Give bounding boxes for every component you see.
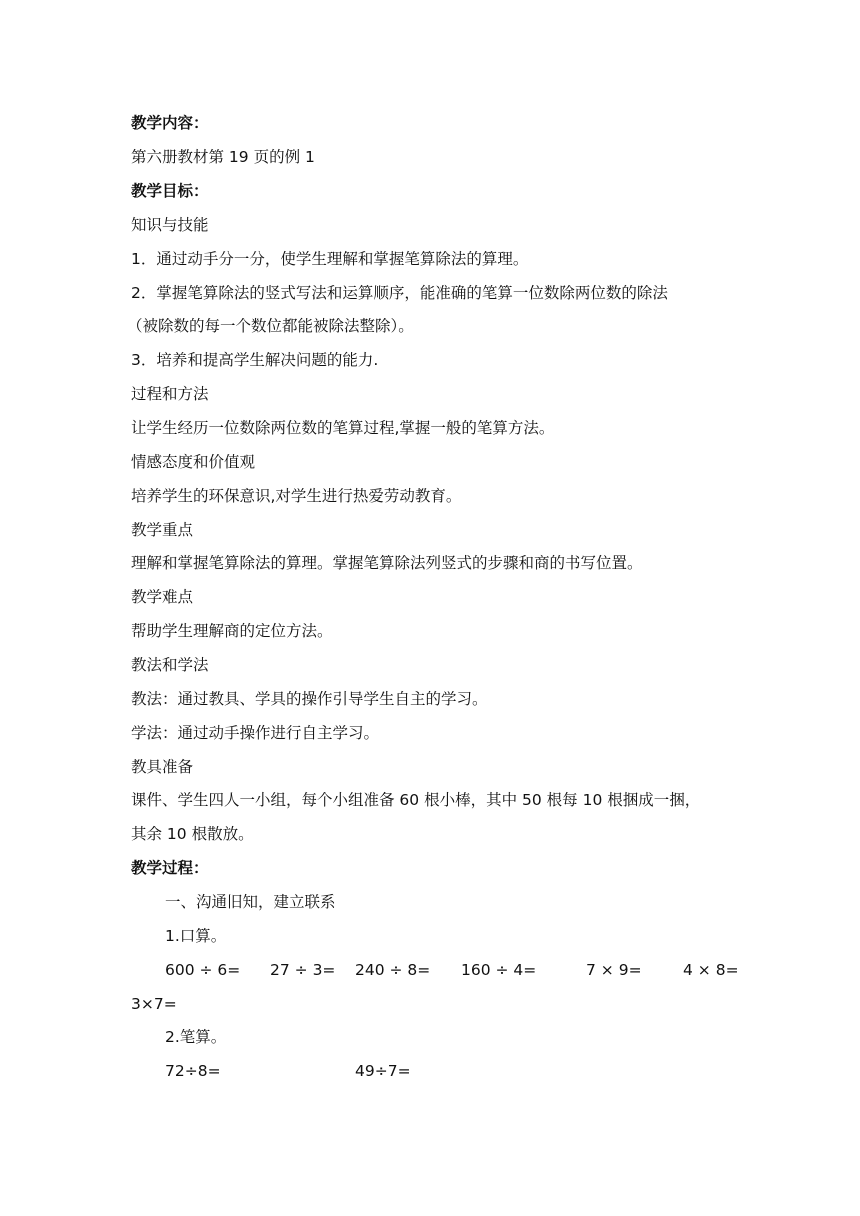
- oral-item: 4 × 8=: [683, 961, 739, 979]
- procedure-heading: 教学过程：: [131, 859, 209, 877]
- attitude-heading: 情感态度和价值观: [131, 453, 256, 471]
- written-item: 49÷7=: [355, 1062, 411, 1080]
- objective-2-line2: （被除数的每一个数位都能被除法整除）。: [127, 317, 414, 335]
- difficulty-text: 帮助学生理解商的定位方法。: [131, 622, 333, 640]
- key-point-heading: 教学重点: [131, 521, 194, 539]
- materials-heading: 教具准备: [131, 758, 194, 776]
- written-calc-title: 2.笔算。: [165, 1028, 227, 1046]
- process-method-heading: 过程和方法: [131, 385, 209, 403]
- learning-method: 学法：通过动手操作进行自主学习。: [131, 724, 380, 742]
- content-text: 第六册教材第 19 页的例 1: [131, 148, 315, 166]
- materials-line2: 其余 10 根散放。: [131, 825, 254, 843]
- oral-item: 160 ÷ 4=: [461, 961, 537, 979]
- teaching-method: 教法：通过教具、学具的操作引导学生自主的学习。: [131, 690, 488, 708]
- oral-calc-title: 1.口算。: [165, 927, 227, 945]
- oral-item: 600 ÷ 6=: [165, 961, 241, 979]
- oral-item: 240 ÷ 8=: [355, 961, 431, 979]
- content-heading: 教学内容：: [131, 114, 209, 132]
- objective-3: 3．培养和提高学生解决问题的能力.: [131, 351, 379, 369]
- methods-heading: 教法和学法: [131, 656, 209, 674]
- oral-item-wrap: 3×7=: [131, 995, 177, 1013]
- materials-line1: 课件、学生四人一小组，每个小组准备 60 根小棒，其中 50 根每 10 根捆成一捆，: [131, 791, 701, 809]
- step1-title: 一、沟通旧知，建立联系: [165, 893, 336, 911]
- written-item: 72÷8=: [165, 1062, 221, 1080]
- oral-item: 7 × 9=: [586, 961, 642, 979]
- knowledge-heading: 知识与技能: [131, 216, 209, 234]
- objective-2-line1: 2．掌握笔算除法的竖式写法和运算顺序，能准确的笔算一位数除两位数的除法: [131, 284, 668, 302]
- difficulty-heading: 教学难点: [131, 588, 194, 606]
- attitude-text: 培养学生的环保意识,对学生进行热爱劳动教育。: [131, 487, 462, 505]
- oral-item: 27 ÷ 3=: [270, 961, 336, 979]
- process-method-text: 让学生经历一位数除两位数的笔算过程,掌握一般的笔算方法。: [131, 419, 555, 437]
- objective-1: 1．通过动手分一分，使学生理解和掌握笔算除法的算理。: [131, 250, 529, 268]
- key-point-text: 理解和掌握笔算除法的算理。掌握笔算除法列竖式的步骤和商的书写位置。: [131, 554, 643, 572]
- objectives-heading: 教学目标：: [131, 182, 209, 200]
